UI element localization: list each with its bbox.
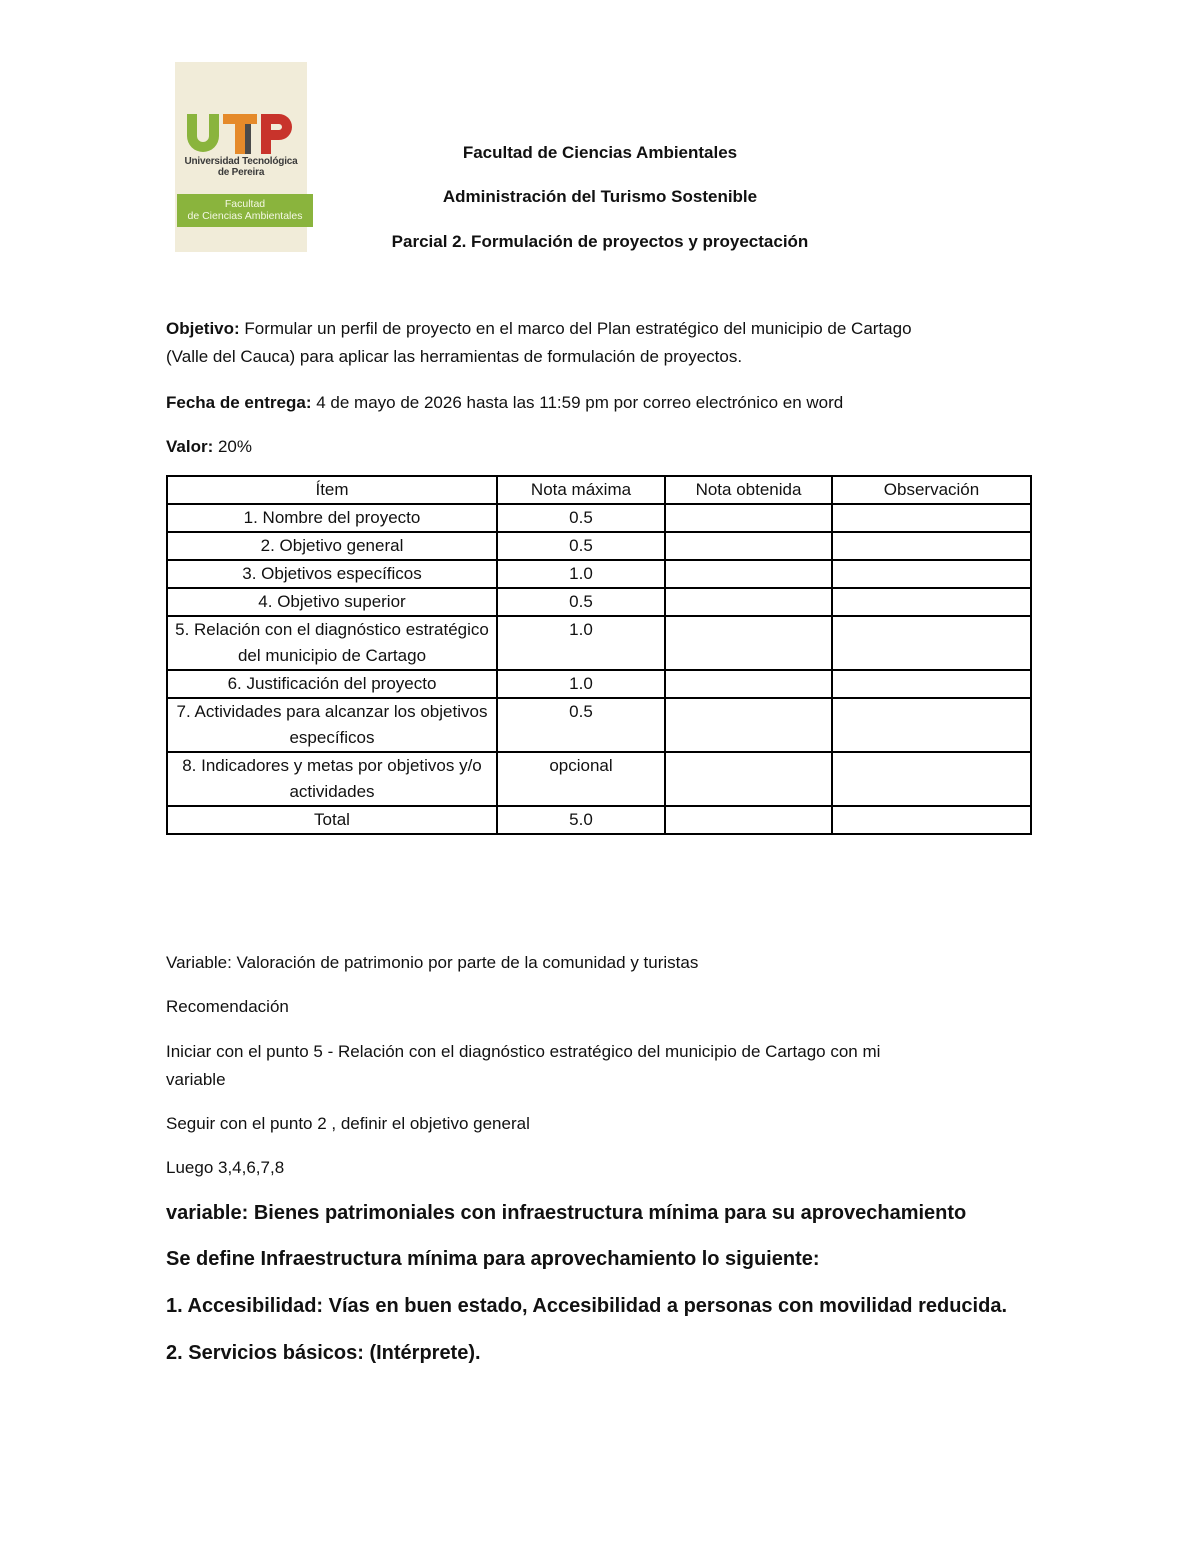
due-date-line	[166, 393, 843, 413]
row-item: 5. Relación con el diagnóstico estratégico del municipio de Cartago	[167, 616, 497, 670]
row-item: 8. Indicadores y metas por objetivos y/o actividades	[167, 752, 497, 806]
header-max-grade: Nota máxima	[497, 476, 665, 504]
table-row	[167, 504, 1031, 532]
row-observation-cell	[832, 698, 1031, 752]
table-row	[167, 616, 1031, 670]
row-obtained-cell	[665, 670, 832, 698]
infrastructure-definition: Se define Infraestructura mínima para aprovechamiento lo siguiente:	[166, 1248, 820, 1270]
grading-table	[166, 475, 1032, 835]
table-row	[167, 560, 1031, 588]
due-text: 4 de mayo de 2026 hasta las 11:59 pm por correo electrónico en word	[311, 393, 844, 412]
total-label: Total	[167, 806, 497, 834]
row-item: 4. Objetivo superior	[167, 588, 497, 616]
objective-text-2: (Valle del Cauca) para aplicar las herramientas de formulación de proyectos.	[166, 347, 743, 366]
total-obtained-cell	[665, 806, 832, 834]
table-row	[167, 670, 1031, 698]
variable-definition: variable: Bienes patrimoniales con infraestructura mínima para su aprovechamiento	[166, 1202, 967, 1224]
table-total-row	[167, 806, 1031, 834]
table-row	[167, 532, 1031, 560]
row-obtained-cell	[665, 560, 832, 588]
row-observation-cell	[832, 504, 1031, 532]
row-item: 2. Objetivo general	[167, 532, 497, 560]
header-obtained-grade: Nota obtenida	[665, 476, 832, 504]
row-max: 1.0	[497, 670, 665, 698]
start-instruction-2: variable	[166, 1070, 226, 1089]
header-observation: Observación	[832, 476, 1031, 504]
row-obtained-cell	[665, 588, 832, 616]
value-text: 20%	[213, 437, 252, 456]
table-row	[167, 588, 1031, 616]
row-observation-cell	[832, 670, 1031, 698]
recommendation-heading: Recomendación	[166, 997, 289, 1016]
row-obtained-cell	[665, 616, 832, 670]
row-observation-cell	[832, 616, 1031, 670]
header-item: Ítem	[167, 476, 497, 504]
basic-services-item: 2. Servicios básicos: (Intérprete).	[166, 1342, 481, 1364]
row-item: 6. Justificación del proyecto	[167, 670, 497, 698]
objective-line1	[166, 319, 912, 339]
row-max: 0.5	[497, 532, 665, 560]
row-obtained-cell	[665, 532, 832, 560]
table-row	[167, 698, 1031, 752]
row-obtained-cell	[665, 504, 832, 532]
total-observation-cell	[832, 806, 1031, 834]
row-max: 0.5	[497, 588, 665, 616]
row-observation-cell	[832, 532, 1031, 560]
start-instruction-1: Iniciar con el punto 5 - Relación con el diagnóstico estratégico del municipio de Cartago con mi	[166, 1042, 881, 1061]
due-label: Fecha de entrega:	[166, 393, 312, 412]
row-obtained-cell	[665, 698, 832, 752]
row-max: opcional	[497, 752, 665, 806]
row-observation-cell	[832, 560, 1031, 588]
value-line	[166, 437, 252, 457]
row-max: 1.0	[497, 560, 665, 588]
program-title: Administración del Turismo Sostenible	[442, 187, 758, 206]
row-obtained-cell	[665, 752, 832, 806]
row-item: 1. Nombre del proyecto	[167, 504, 497, 532]
row-max: 1.0	[497, 616, 665, 670]
row-max: 0.5	[497, 504, 665, 532]
variable-note: Variable: Valoración de patrimonio por parte de la comunidad y turistas	[166, 953, 699, 972]
faculty-title: Facultad de Ciencias Ambientales	[462, 143, 738, 162]
row-max: 0.5	[497, 698, 665, 752]
row-item: 3. Objetivos específicos	[167, 560, 497, 588]
value-label: Valor:	[166, 437, 214, 456]
then-instruction: Luego 3,4,6,7,8	[166, 1158, 285, 1177]
total-value: 5.0	[497, 806, 665, 834]
objective-label: Objetivo:	[166, 319, 240, 338]
row-item: 7. Actividades para alcanzar los objetivos específicos	[167, 698, 497, 752]
logo-faculty-band: Facultad de Ciencias Ambientales	[177, 194, 313, 227]
row-observation-cell	[832, 752, 1031, 806]
next-instruction: Seguir con el punto 2 , definir el objetivo general	[166, 1114, 530, 1133]
logo-institution-name: Universidad Tecnológica de Pereira	[184, 156, 298, 178]
accessibility-item: 1. Accesibilidad: Vías en buen estado, Accesibilidad a personas con movilidad reducida.	[166, 1295, 1007, 1317]
objective-text-1: Formular un perfil de proyecto en el marco del Plan estratégico del municipio de Cartago	[239, 319, 912, 338]
table-row	[167, 752, 1031, 806]
table-header-row	[167, 476, 1031, 504]
exam-title: Parcial 2. Formulación de proyectos y proyectación	[391, 232, 809, 251]
row-observation-cell	[832, 588, 1031, 616]
